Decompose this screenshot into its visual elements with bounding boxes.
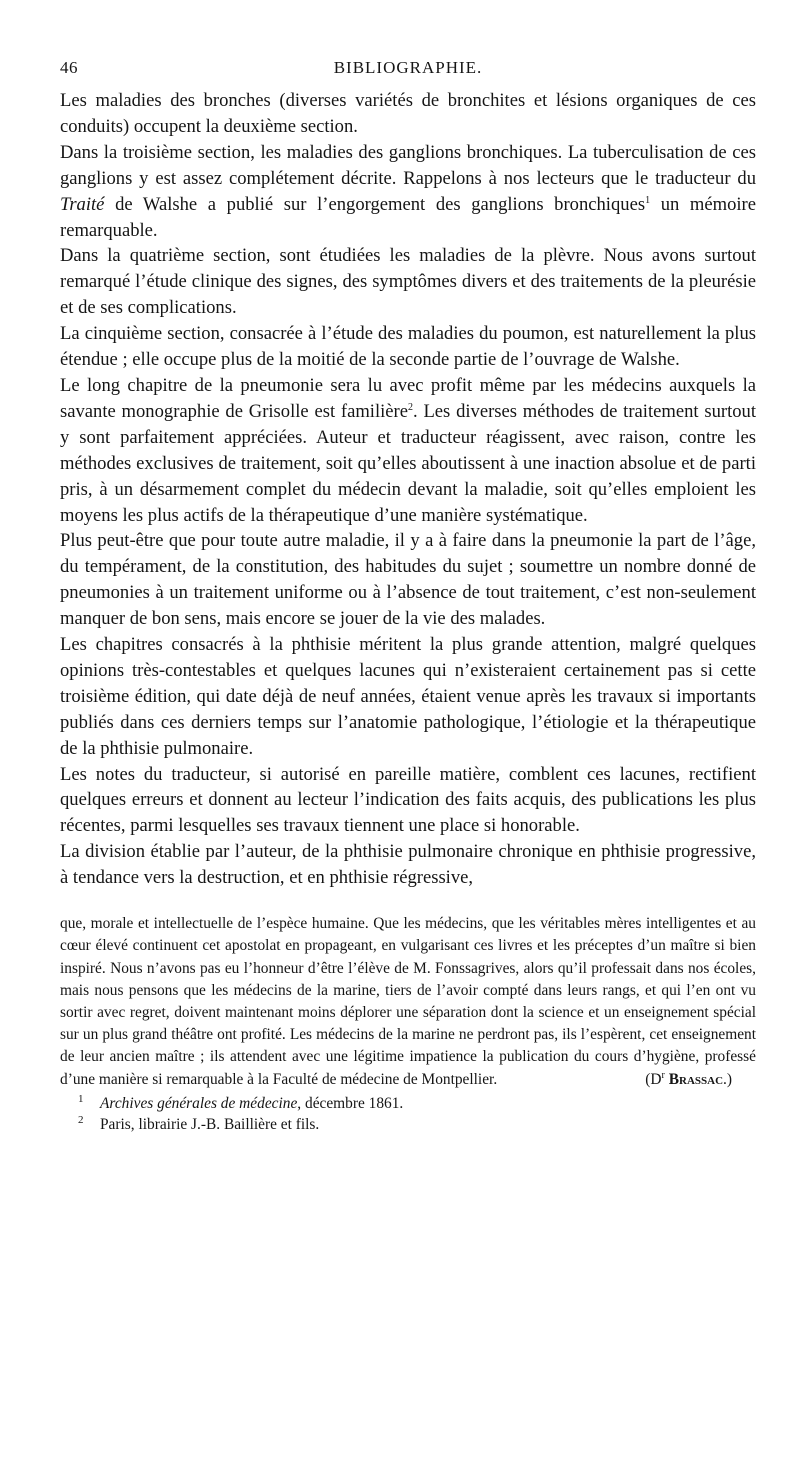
- paragraph: Dans la troisième section, les maladies des ganglions bronchiques. La tuberculisation de ces ganglions y est assez complétement décrite. Rappelons à nos lecteurs que le traducteur du Traité de Walshe a publié sur l’engorgement des ganglions bronchiques$^1$ un mémoire remarquable.: [60, 141, 756, 241]
- paragraph: Dans la quatrième section, sont étudiées les maladies de la plèvre. Nous avons surtout remarqué l’étude clinique des signes, des symptômes divers et des traitements de la pleurésie et de ses complications.: [60, 245, 756, 319]
- footnote: 2 Paris, librairie J.-B. Baillière et fils.: [78, 1113, 320, 1133]
- paragraph: Les notes du traducteur, si autorisé en pareille matière, comblent ces lacunes, rectifient quelques erreurs et donnent au lecteur l’indication des faits acquis, des publications les plus récentes, parmi lesquelles ses travaux tiennent une place si honorable.: [60, 763, 756, 837]
- footnotes: [60, 1093, 756, 1135]
- continuation-note: que, morale et intellectuelle de l’espèce humaine. Que les médecins, que les véritables mères intelligentes et au cœur élevé continuent cet apostolat en propageant, en vulgarisant ces livres et les préceptes d’un maître si bien inspiré. Nous n’avons pas eu l’honneur d’être l’élève de M. Fonssagrives, alors qu’il professait dans nos écoles, mais nous pensons que les médecins de la marine, tiers de l’avoir compté dans leurs rangs, et qui l’en ont vu sortir avec regret, doivent maintenant moins déplorer une séparation dont la science et un enseignement spécial sur un plus grand théâtre ont profité. Les médecins de la marine ne perdront pas, ils l’espèrent, cet enseignement de leur ancien maître ; ils attendent avec une légitime impatience la publication du cours d’hygiène, professé d’une manière si remarquable à la Faculté de médecine de Montpellier. ($D^r$ Brassac.): [60, 913, 756, 1091]
- page-header: [60, 58, 756, 88]
- section-gap: [60, 891, 756, 913]
- italic-title: Traité: [60, 193, 105, 215]
- signature: ($D^r$ Brassac.): [645, 1069, 732, 1088]
- footnote-ref: 1: [645, 194, 651, 206]
- journal-title: Archives générales de médecine: [100, 1094, 298, 1112]
- page-number: 46: [60, 58, 78, 77]
- paragraph: La cinquième section, consacrée à l’étude des maladies du poumon, est naturellement la plus étendue ; elle occupe plus de la moitié de la seconde partie de l’ouvrage de Walshe.: [60, 323, 756, 371]
- paragraph: Les maladies des bronches (diverses variétés de bronchites et lésions organiques de ces conduits) occupent la deuxième section.: [60, 90, 756, 137]
- paragraph: Plus peut-être que pour toute autre maladie, il y a à faire dans la pneumonie la part de l’âge, du tempérament, de la constitution, des habitudes du sujet ; soumettre un nombre donné de pneumonies à un traitement uniforme ou à l’absence de tout traitement, c’est non-seulement manquer de bon sens, mais encore se jouer de la vie des malades.: [60, 530, 756, 630]
- main-text: [60, 88, 756, 891]
- signature-name: Brassac: [668, 1070, 724, 1088]
- running-title: BIBLIOGRAPHIE.: [333, 58, 483, 77]
- paragraph: Les chapitres consacrés à la phthisie méritent la plus grande attention, malgré quelques opinions très-contestables et quelques lacunes qui n’existeraient certainement pas si cette troisième édition, qui date déjà de neuf années, étaient venue après les travaux si importants publiés dans ces derniers temps sur l’anatomie pathologique, l’étiologie et la thérapeutique de la phthisie pulmonaire.: [60, 634, 756, 759]
- footnote-ref: 2: [408, 401, 414, 413]
- paragraph: Le long chapitre de la pneumonie sera lu avec profit même par les médecins auxquels la savante monographie de Grisolle est familière$^2$. Les diverses méthodes de traitement surtout y sont parfaitement appréciées. Auteur et traducteur réagissent, avec raison, contre les méthodes exclusives de traitement, soit qu’elles aboutissent à une inaction absolue et de parti pris, à un désarmement complet du médecin devant la maladie, soit qu’elles emploient les moyens les plus actifs de la thérapeutique d’une manière systématique.: [60, 374, 756, 526]
- footnote: 1 Archives générales de médecine, décembre 1861.: [78, 1092, 404, 1112]
- page: [60, 58, 756, 1135]
- paragraph: La division établie par l’auteur, de la phthisie pulmonaire chronique en phthisie progressive, à tendance vers la destruction, et en phthisie régressive,: [60, 841, 756, 889]
